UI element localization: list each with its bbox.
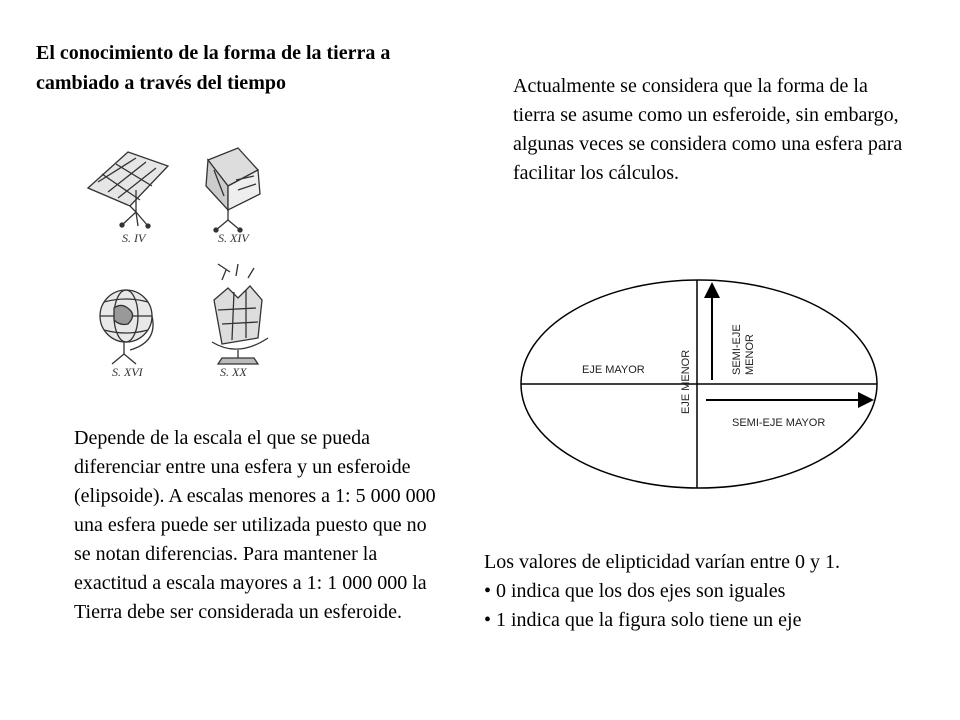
ellipticity-block [484,548,924,635]
scale-paragraph: Depende de la escala el que se pueda diferenciar entre una esfera y un esferoide (elipsoide). A escalas menores a 1: 5 000 000 una esfera puede ser utilizada puesto que no se notan diferencias. Para mantener la exactitud a escala mayores a 1: 1 000 000 la Tierra debe ser considerada un esferoide. [74,427,436,623]
svg-text:MENOR: MENOR [744,334,756,375]
semi-minor-label [731,324,756,375]
earth-shape-history-illustration [78,130,378,382]
ellipticity-bullet-one: • 1 indica que la figura solo tiene un eje [484,609,802,631]
minor-axis-label: EJE MENOR [680,349,692,414]
ellipticity-bullet-zero: • 0 indica que los dos ejes son iguales [484,580,786,602]
semi-major-label: SEMI-EJE MAYOR [732,417,826,429]
flat-earth-drawing [88,152,168,228]
spheroid-axes-diagram [516,276,882,492]
ellipticity-intro: Los valores de elipticidad varían entre 0 y 1. [484,551,840,573]
globe-drawing [100,290,153,364]
page-title: El conocimiento de la forma de la tierra a cambiado a través del tiempo [36,42,391,94]
caption-xx: S. XX [220,365,247,379]
caption-xvi: S. XVI [112,365,143,379]
caption-xiv: S. XIV [218,231,249,245]
major-axis-label: EJE MAYOR [582,364,645,376]
svg-text:SEMI-EJE: SEMI-EJE [731,324,743,375]
caption-iv: S. IV [122,231,146,245]
box-earth-drawing [206,148,260,232]
intro-paragraph: Actualmente se considera que la forma de la tierra se asume como un esferoide, sin embargo, algunas veces se considera como una esfera para facilitar los cálculos. [513,75,903,184]
broken-globe-drawing [212,264,268,364]
